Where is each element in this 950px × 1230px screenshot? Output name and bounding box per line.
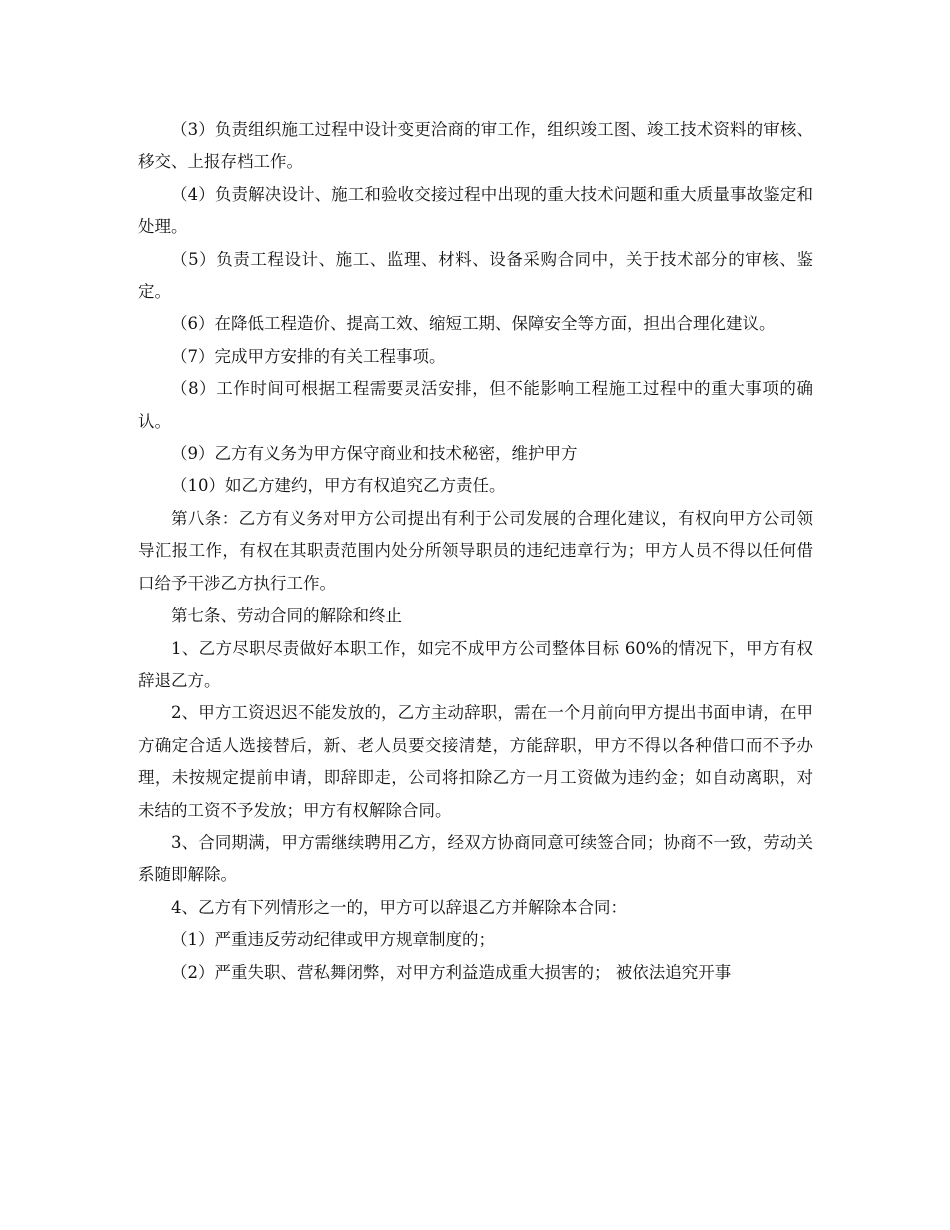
- paragraph-item-10: （10）如乙方建约，甲方有权追究乙方责任。: [171, 476, 506, 496]
- paragraph-item-5: （5）负责工程设计、施工、监理、材料、设备采购合同中，关于技术部分的审核、鉴定。: [138, 249, 813, 302]
- sub-clause-1: （1）严重违反劳动纪律或甲方规章制度的；: [171, 930, 495, 950]
- paragraph-item-7: （7）完成甲方安排的有关工程事项。: [171, 346, 446, 366]
- document-body: [138, 114, 813, 989]
- paragraph-item-6: （6）在降低工程造价、提高工效、缩短工期、保障安全等方面，担出合理化建议。: [171, 314, 776, 334]
- paragraph-item-9: （9）乙方有义务为甲方保守商业和技术秘密，维护甲方: [171, 444, 578, 464]
- article-eight: 第八条：乙方有义务对甲方公司提出有利于公司发展的合理化建议，有权向甲方公司领导汇报工作，有权在其职责范围内处分所领导职员的违纪违章行为；甲方人员不得以任何借口给予干涉乙方执行工作。: [138, 508, 813, 593]
- paragraph-item-8: （8）工作时间可根据工程需要灵活安排，但不能影响工程施工过程中的重大事项的确认。: [138, 379, 813, 431]
- section-heading-termination: 第七条、劳动合同的解除和终止: [171, 606, 402, 626]
- sub-clause-2: （2）严重失职、营私舞闭弊，对甲方利益造成重大损害的； 被依法追究开事: [171, 962, 732, 982]
- paragraph-item-3: （3）负责组织施工过程中设计变更洽商的审工作，组织竣工图、竣工技术资料的审核、移交、上报存档工作。: [138, 120, 813, 172]
- clause-3: 3、合同期满，甲方需继续聘用乙方，经双方协商同意可续签合同；协商不一致，劳动关系随即解除。: [138, 832, 813, 885]
- clause-2: 2、甲方工资迟迟不能发放的，乙方主动辞职，需在一个月前向甲方提出书面申请，在甲方确定合适人选接替后，新、老人员要交接清楚，方能辞职，甲方不得以各种借口而不予办理，未按规定提前申请，即辞即走，公司将扣除乙方一月工资做为违约金；如自动离职，对未结的工资不予发放；甲方有权解除合同。: [138, 703, 813, 820]
- paragraph-item-4: （4）负责解决设计、施工和验收交接过程中出现的重大技术问题和重大质量事故鉴定和处理。: [138, 184, 813, 237]
- clause-1: 1、乙方尽职尽责做好本职工作，如完不成甲方公司整体目标 60%的情况下，甲方有权辞退乙方。: [138, 638, 813, 690]
- clause-4: 4、乙方有下列情形之一的，甲方可以辞退乙方并解除本合同：: [171, 897, 627, 917]
